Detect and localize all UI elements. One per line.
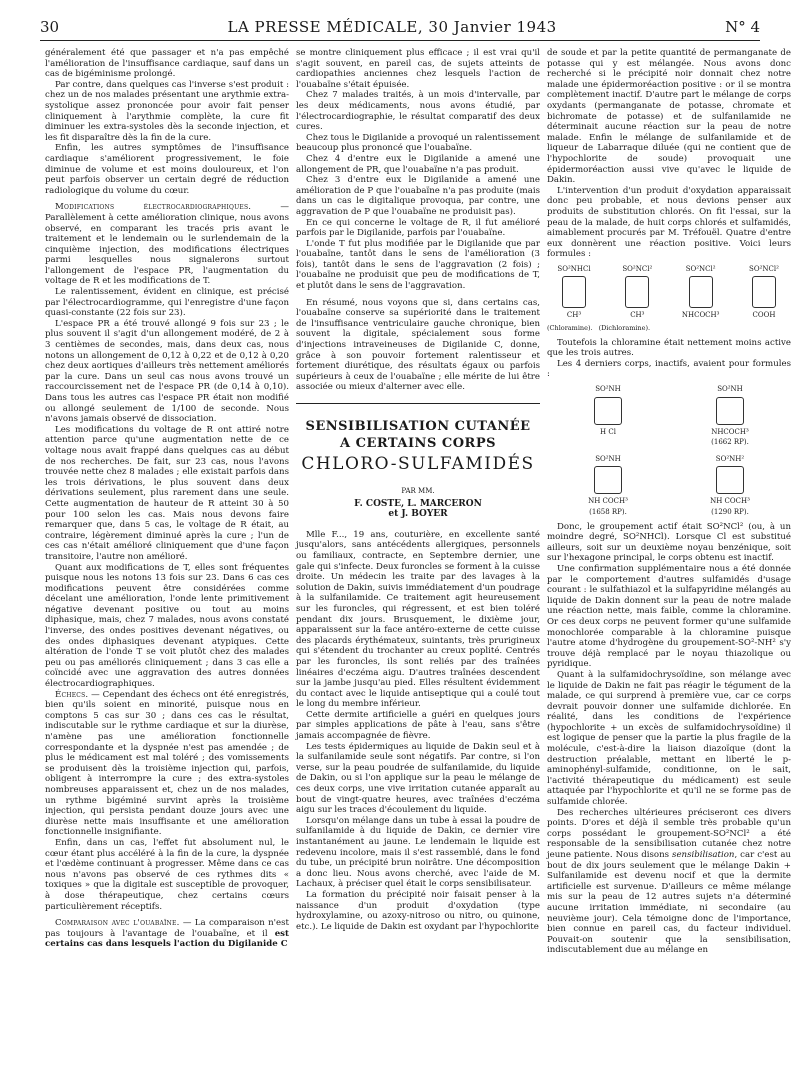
paragraph: L'intervention d'un produit d'oxydation apparaissait donc peu probable, et nous devions penser aux produits de substitution chlorés. On fit l'essai, sur la peau de la malade, de huit corps chlorés et sulfamidés, aimablement procurés par M. Tréfouël. Quatre d'entre eux donnèrent une réaction positive. Voici leurs formules : [547, 185, 791, 260]
paragraph: Lorsqu'on mélange dans un tube à essai la poudre de sulfanilamide à du liquide de Dakin, ce dernier vire instantanément au jaune. Le lendemain le liquide est redevenu incolore, mais il s'est rassemblé, dans le fond du tube, un précipité brun noirâtre. Une décomposition a donc lieu. Nous avons cherché, avec l'aide de M. Lachaux, à préciser quel était le corps sensibilisateur. [296, 815, 540, 890]
paragraph: Chez tous le Digilanide a provoqué un ralentissement beaucoup plus prononcé que l'ouabaïne. [296, 132, 540, 154]
formula: SO²NH NH COCH³ (1658 RP). [588, 454, 628, 516]
paragraph: — Parallèlement à cette amélioration clinique, nous avons observé, en comparant les tracés pris avant le traitement et le lendemain ou le surlendemain de la cinquième injection, des modifications électriques parmi lesquelles nous signalerons surtout l'allongement de l'espace PR, l'augmentation du voltage de R et les modifications de T. [45, 202, 290, 287]
paragraph: Mlle F..., 19 ans, couturière, en excellente santé jusqu'alors, sans antécédents allergiques, personnels ou familiaux, contracte, en Septembre dernier, une gale qui s'infecte. Deux furoncles se forment à la cuisse droite. Un médecin les traite par des lavages à la solution de Dakin, suivis immédiatement d'un poudrage à la sulfanilamide. Ce traitement agit heureusement sur les furoncles, qui régressent, et est bien toléré pendant dix jours. Brusquement, le dixième jour, apparaissent sur la face antéro-externe de cette cuisse des placards érythémateux, suintants, très prurigineux qui s'étendent du trochanter au creux poplité. Centrés par les furoncles, ils sont reliés par des traînées linéaires d'eczéma aigu. D'autres traînées descendent sur la jambe jusqu'au pied. Elles résultent évidemment du contact avec le liquide antiseptique qui a coulé tout le long du membre inférieur. [296, 529, 540, 710]
paragraph: En ce qui concerne le voltage de R, il fut amélioré parfois par le Digilanide, parfois par l'ouabaïne. [296, 217, 540, 239]
benzene-ring-icon [752, 276, 776, 308]
benzene-ring-icon [594, 466, 622, 494]
authors: F. COSTE, L. MARCERON [354, 498, 482, 509]
issue-number: N° 4 [725, 18, 760, 36]
paragraph: Enfin, dans un cas, l'effet fut absolument nul, le cœur étant plus accéléré à la fin de la cure, la dyspnée et l'œdème continuant à progresser. Même dans ce cas nous n'avons pas observé de ces rythmes dits « toxiques » que la digitale est susceptible de provoquer, à dose thérapeutique, chez certains cœurs particulièrement réceptifs. [45, 837, 289, 912]
paragraph: L'onde T fut plus modifiée par le Digilanide que par l'ouabaïne, tantôt dans le sens de l'amélioration (3 fois), tantôt dans le sens de l'aggravation (2 fois) ; l'ouabaïne ne produisit que peu de modifications de T, et plutôt dans le sens de l'aggravation. [296, 238, 540, 292]
paragraph: Quant aux modifications de T, elles sont fréquentes puisque nous les notons 13 fois sur 23. Dans 6 cas ces modifications peuvent être considérées comme décelant une amélioration, l'onde lente primitivement négative devenant positive ou tout au moins diphasique, mais, chez 7 malades, nous avons constaté l'inverse, des ondes positives devenant négatives, ou des ondes diphasiques devenant atypiques. Cette altération de l'onde T se voit plutôt chez des malades peu ou pas améliorés cliniquement ; dans 3 cas elle a coïncidé avec une aggravation des autres données électrocardiographiques. [45, 562, 289, 690]
paragraph: Chez 4 d'entre eux le Digilanide a amené une allongement de PR, que l'ouabaïne n'a pas produit. [296, 153, 540, 175]
article-heading [296, 403, 540, 520]
formula: SO²NCl² NHCOCH³ [681, 264, 720, 320]
paragraph: Chez 3 d'entre eux le Digilanide a amené une amélioration de P que l'ouabaïne n'a pas produite (mais dans un cas le digitalique provoqua, par contre, une aggravation de P que l'ouabaïne ne produisit pas). [296, 175, 540, 217]
formula: SO²NCl² CH³ [622, 264, 653, 320]
inactive-formulas [547, 384, 791, 518]
article-title-line-1: SENSIBILISATION CUTANÉE [305, 419, 531, 434]
authors-2: et J. BOYER [388, 509, 448, 520]
paragraph: Cette dermite artificielle a guéri en quelques jours par simples applications de pâte à l'eau, sans s'être jamais accompagnée de fièvre. [296, 709, 540, 742]
paragraph: de soude et par la petite quantité de permanganate de potasse qui y est mélangée. Nous avons donc recherché si le précipité noir donnait chez notre malade une épidermoréaction positive : or il se montra complètement inactif. D'autre part le mélange de corps oxydants (permanganate de potasse, chromate et bichromate de potasse) et de sulfanilamide ne déterminait aucune réaction sur la peau de notre malade. Enfin le mélange de sulfanilamide et de liqueur de Labarraque diluée (qui ne contient que de l'hypochlorite de soude) provoquait une épidermoréaction aussi vive qu'avec le liquide de Dakin. [547, 48, 791, 186]
paragraph: L'espace PR a été trouvé allongé 9 fois sur 23 ; le plus souvent il s'agit d'un allongement modéré, de 2 à 3 centièmes de secondes, mais, dans deux cas, nous notons un allongement de 0,12 à 0,22 et de 0,12 à 0,20 chez deux aortiques d'ailleurs très nettement améliorés par la cure. Dans un seul cas nous avons trouvé un raccourcissement net de l'espace PR (de 0,14 à 0,10). Dans tous les autres cas l'espace PR était non modifié ou allongé seulement de 1/100 de seconde. Nous n'avons jamais observé de dissociation. [45, 318, 289, 425]
page-number: 30 [40, 18, 60, 36]
formula-captions: (Chloramine). (Dichloramine). [547, 324, 651, 333]
paragraph: La formation du précipité noir faisait penser à la naissance d'un produit d'oxydation (type hydroxylamine, ou azoxy-nitroso ou nitro, ou quinone, etc.). Le liquide de Dakin est oxydant par l'hypochlorite [296, 889, 540, 932]
section-heading: Échecs. [55, 689, 89, 700]
column-1 [45, 48, 289, 950]
article-title-line-3: CHLORO-SULFAMIDÉS [301, 454, 535, 474]
paragraph: généralement été que passager et n'a pas empêché l'amélioration de l'insuffisance cardiaque, sauf dans un cas de bigéminisme prolongé. [45, 48, 289, 80]
paragraph-bold: est certains cas dans lesquels l'action du Digilanide C [45, 928, 289, 950]
benzene-ring-icon [594, 397, 622, 425]
section-heading: Modifications électrocardiographiques. [55, 202, 252, 213]
paragraph: Quant à la sulfamidochrysoïdine, son mélange avec le liquide de Dakin ne fait pas réagir le tégument de la malade, ce qui surprend à première vue, car ce corps devrait pouvoir donner une sulfamide dichlorée. En réalité, dans les conditions de l'expérience (hypochlorite + un excès de sulfamidochrysoïdine) il est logique de penser que la partie la plus fragile de la molécule, c'est-à-dire la liaison diazoïque (dont la destruction préalable, mettant en liberté le p-aminophényl-sulfamide, conditionne, on le sait, l'activité thérapeutique du médicament) est seule attaquée par l'hypochlorite et qu'il ne se forme pas de sulfamide chlorée. [547, 669, 791, 808]
benzene-ring-icon [562, 276, 586, 308]
section-heading: Comparaison avec l'ouabaïne. [55, 918, 180, 929]
paragraph: Des recherches ultérieures préciseront ces divers points. D'ores et déjà il semble très probable qu'un corps possédant le groupement-SO²NCl² a été responsable de la sensibilisation cutanée chez notre jeune patiente. Nous disons [547, 807, 791, 860]
journal-title: LA PRESSE MÉDICALE, 30 Janvier 1943 [227, 18, 557, 36]
emphasis: sensibilisation [672, 850, 735, 860]
benzene-ring-icon [689, 276, 713, 308]
paragraph: Donc, le groupement actif était SO²NCl² (ou, à un moindre degré, SO²NHCl). Lorsque Cl est substitué ailleurs, soit sur un deuxième noyau benzénique, soit sur l'hexagone principal, le corps obtenu est inactif. [547, 521, 791, 564]
paragraph: En résumé, nous voyons que si, dans certains cas, l'ouabaïne conserve sa supériorité dans le traitement de l'insuffisance ventriculaire gauche chronique, bien souvent la digitale, spécialement sous forme d'injections intraveineuses de Digilanide C, donne, grâce à son pouvoir fortement ralentisseur et fortement diurétique, des résultats égaux ou parfois supérieurs à ceux de l'ouabaïne ; elle mérite de lui être associée ou mieux d'alterner avec elle. [296, 297, 540, 393]
paragraph: Les 4 derniers corps, inactifs, avaient pour formules : [547, 358, 791, 380]
column-3 [547, 48, 791, 956]
paragraph: — Cependant des échecs ont été enregistrés, bien qu'ils soient en minorité, puisque nous en comptons 5 cas sur 30 ; dans ces cas le résultat, indiscutable sur le rythme cardiaque et sur la diurèse, n'amène pas une amélioration fonctionnelle correspondante et la dyspnée n'est pas amendée ; de plus le médicament est mal toléré ; des vomissements se produisent dès la troisième injection qui, parfois, obligent à interrompre la cure ; des extra-systoles nombreuses apparaissent et, chez un de nos malades, un rythme bigéminé survint après la troisième injection, qui persista pendant douze jours avec une diurèse nette mais insuffisante et une amélioration fonctionnelle insignifiante. [45, 689, 289, 838]
formula: SO²NCl² COOH [749, 264, 779, 320]
formula: SO²NH H Cl [595, 385, 621, 436]
formula: SO²NH² NH COCH³ (1290 RP). [710, 454, 750, 516]
paragraph: Enfin, les autres symptômes de l'insuffisance cardiaque s'améliorent progressivement, le foie diminue de volume et est moins douloureux, et l'on peut parfois observer un certain degré de réduction radiologique du volume du cœur. [45, 143, 289, 196]
page-header [40, 18, 760, 41]
paragraph: Les modifications du voltage de R ont attiré notre attention parce qu'une augmentation nette de ce voltage nous avait frappé dans quelques cas au début de nos recherches. De fait, sur 23 cas, nous l'avons trouvée nette chez 8 malades ; elle existait parfois dans les trois dérivations, le plus souvent dans deux dérivations seulement, plus rarement dans une seule. Cette augmentation de hauteur de R atteint 30 à 50 pour 100 selon les cas. Mais nous devons faire remarquer que, dans 5 cas, le voltage de R était, au contraire, légèrement diminué après la cure ; l'un de ces cas n'était amélioré cliniquement que d'une façon transitoire, l'autre non amélioré. [45, 424, 289, 562]
article-title-line-2: A CERTAINS CORPS [339, 436, 496, 451]
paragraph: Le ralentissement, évident en clinique, est précisé par l'électrocardiogramme, qui l'enregistre d'une façon quasi-constante (22 fois sur 23). [45, 287, 289, 319]
paragraph: , car c'est au bout de dix jours seulement que le mélange Dakin + Sulfanilamide est devenu nocif et que la dermite artificielle est survenue. D'ailleurs ce même mélange mis sur la peau de 12 autres sujets n'a déterminé aucune irritation immédiate, ni secondaire (au neuvième jour). Cela témoigne donc de l'importance, bien connue en pareil cas, du facteur individuel. Pouvait-on soutenir que la sensibilisation, indiscutablement due au mélange en [547, 850, 791, 956]
byline-par: PAR MM. [401, 487, 435, 495]
formula: SO²NH NHCOCH³ (1662 RP). [711, 385, 749, 447]
formula: SO²NHCl CH³ [557, 264, 591, 320]
paragraph: Une confirmation supplémentaire nous a été donnée par le comportement d'autres sulfamidés d'usage courant : le sulfathiazol et la sulfapyridine mélangés au liquide de Dakin donnent sur la peau de notre malade une réaction nette, mais faible, comme la chloramine. Or ces deux corps ne peuvent former qu'une sulfamide monochlorée comparable à la chloramine puisque l'autre atome d'hydrogène du groupement-SO²-NH² s'y trouve déjà remplacé par le noyau thiazolique ou pyridique. [547, 563, 791, 670]
benzene-ring-icon [716, 397, 744, 425]
column-2 [296, 48, 540, 932]
paragraph: Par contre, dans quelques cas l'inverse s'est produit : chez un de nos malades présentant une arythmie extra-systolique assez prononcée pour avoir fait penser cliniquement à l'arythmie complète, la cure fit diminuer les extra-systoles dès la seconde injection, et les fit disparaître dès la fin de la cure. [45, 79, 289, 143]
paragraph: Les tests épidermiques au liquide de Dakin seul et à la sulfanilamide seule sont négatifs. Par contre, si l'on verse, sur la peau poudrée de sulfanilamide, du liquide de Dakin, ou si l'on applique sur la peau le mélange de ces deux corps, une vive irritation cutanée apparaît au bout de vingt-quatre heures, avec traînées d'eczéma aigu sur les traces d'écoulement du liquide. [296, 741, 540, 816]
paragraph: Chez 7 malades traités, à un mois d'intervalle, par les deux médicaments, nous avons étudié, par l'électrocardiographie, le résultat comparatif des deux cures. [296, 90, 540, 133]
benzene-ring-icon [716, 466, 744, 494]
paragraph: — La comparaison n'est pas toujours à l'avantage de l'ouabaïne, et il [45, 918, 289, 939]
paragraph: Toutefois la chloramine était nettement moins active que les trois autres. [547, 337, 791, 359]
benzene-ring-icon [625, 276, 649, 308]
active-formulas [547, 264, 791, 321]
paragraph: se montre cliniquement plus efficace ; il est vrai qu'il s'agit souvent, en pareil cas, de sujets atteints de cardiopathies anciennes chez lesquels l'action de l'ouabaïne s'était épuisée. [296, 48, 540, 90]
